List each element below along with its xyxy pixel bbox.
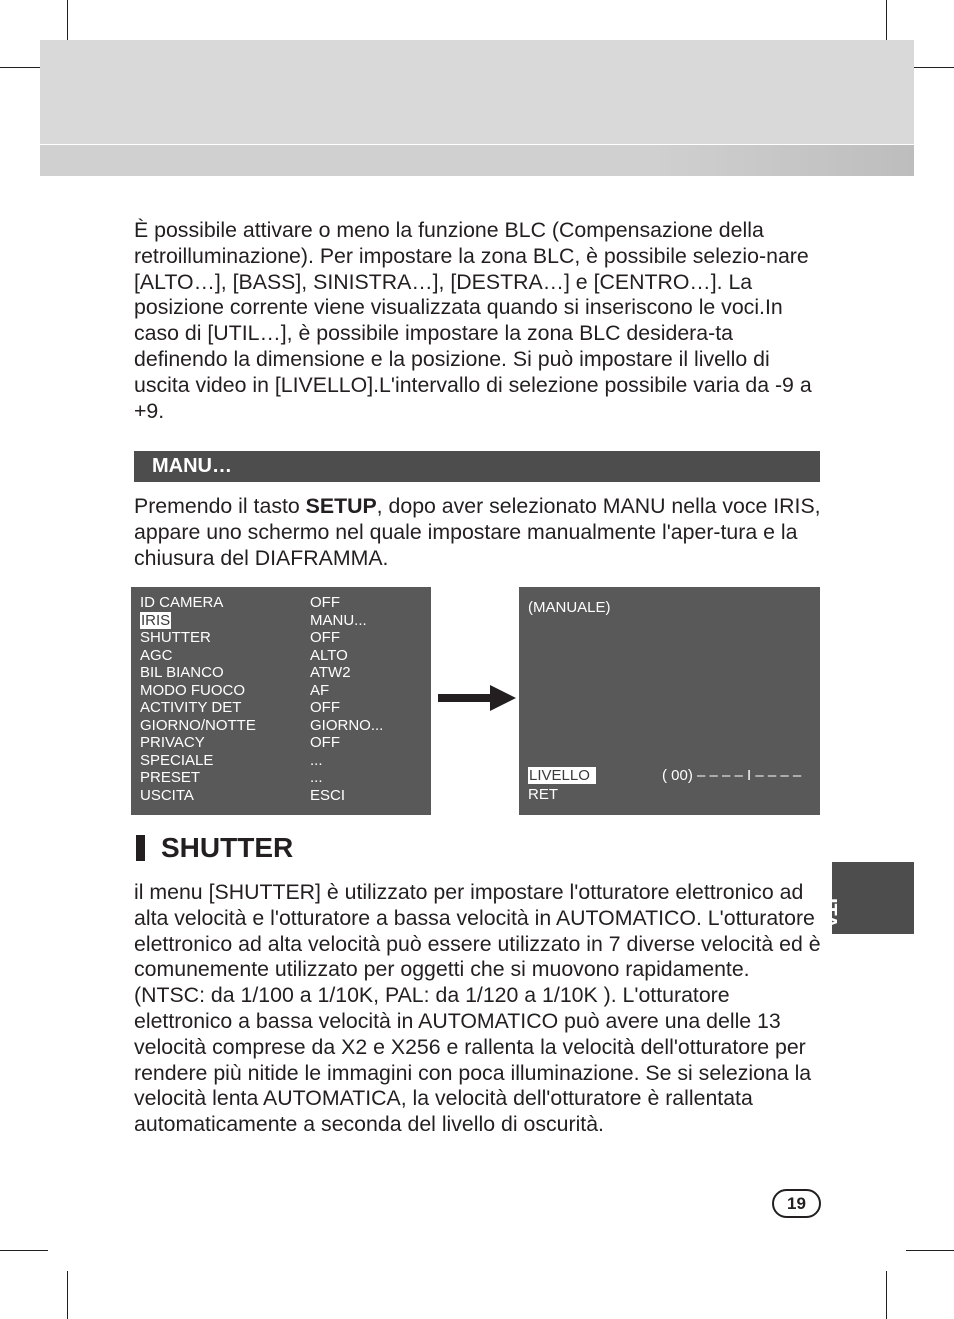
menu-value-uscita: ESCI xyxy=(310,786,346,804)
manu-text-after: , dopo aver selezionato MANU nella voce IRIS, appare uno schermo nel quale impostare manualmente l'aper-tura e la chiusura del DIAFRAMMA. xyxy=(134,494,821,570)
menu-label-shutter: SHUTTER xyxy=(140,629,211,646)
arrow-right-icon xyxy=(438,685,516,711)
menu-label-giorno-notte: GIORNO/NOTTE xyxy=(140,716,256,734)
menu-label-uscita: USCITA xyxy=(140,786,194,804)
language-tab-label: ITA xyxy=(818,898,840,929)
menu-row-iris xyxy=(140,612,171,630)
setup-key: SETUP xyxy=(305,494,377,518)
shutter-heading: SHUTTER xyxy=(161,832,294,863)
menu-value-iris: MANU... xyxy=(310,611,367,629)
menu-value-agc: ALTO xyxy=(310,646,348,664)
menu-value-bil-bianco: ATW2 xyxy=(310,664,351,681)
menu-value-modo-fuoco: AF xyxy=(310,681,330,699)
livello-label: LIVELLO xyxy=(528,767,596,784)
crop-mark xyxy=(886,1271,887,1319)
camera-menu-screen xyxy=(131,587,431,815)
header-strip xyxy=(40,145,914,176)
crop-mark xyxy=(67,1271,68,1319)
intro-paragraph: È possibile attivare o meno la funzione BLC (Compensazione della retroilluminazione). Per impostare la zona BLC, è possibile selezio-nare [ALTO…], [BASS], SINISTRA…], [DESTRA…] e [CENTRO…]. La posizione corrente viene visualizzata quando si inseriscono le voci.In caso di [UTIL…], è possibile impostare la zona BLC desidera-ta definendo la dimensione e la posizione. Si può impostare il livello di uscita video in [LIVELLO].L'intervallo di selezione possibile varia da -9 a +9. xyxy=(134,218,812,423)
manu-heading-bar xyxy=(134,451,820,482)
menu-label-modo-fuoco: MODO FUOCO xyxy=(140,681,245,699)
menu-label-privacy: PRIVACY xyxy=(140,734,205,751)
shutter-heading-row xyxy=(136,830,293,866)
livello-value: ( 00) – – – – I – – – – xyxy=(662,767,802,784)
menu-label-agc: AGC xyxy=(140,646,173,664)
menu-value-id-camera: OFF xyxy=(310,594,340,611)
page-number: 19 xyxy=(772,1189,821,1218)
menu-value-privacy: OFF xyxy=(310,734,340,751)
section-marker-icon xyxy=(136,835,145,861)
menu-value-activity-det: OFF xyxy=(310,699,340,716)
menu-label-speciale: SPECIALE xyxy=(140,751,214,769)
menu-label-id-camera: ID CAMERA xyxy=(140,594,224,611)
crop-mark xyxy=(0,1250,48,1251)
manu-paragraph xyxy=(134,494,824,571)
header-band xyxy=(40,40,914,144)
language-tab xyxy=(818,862,914,934)
menu-value-preset: ... xyxy=(310,769,323,786)
manu-heading: MANU… xyxy=(152,455,232,477)
menu-label-iris: IRIS xyxy=(141,611,171,629)
shutter-paragraph: il menu [SHUTTER] è utilizzato per impostare l'otturatore elettronico ad alta velocità e l'otturatore a bassa velocità in AUTOMATICO. L'otturatore elettronico ad alta velocità può essere utilizzato in 7 diverse velocità ed è comunemente utilizzato per oggetti che si muovono rapidamente. (NTSC: da 1/100 a 1/10K, PAL: da 1/120 a 1/10K ). L'otturatore elettronico a bassa velocità in AUTOMATICO può avere una delle 13 velocità comprese da X2 e X256 e rallenta la velocità dell'otturatore per rendere più nitide le immagini con poca illuminazione. Se si seleziona la velocità lenta AUTOMATICA, la velocità dell'otturatore è rallentata automaticamente a seconda del livello di oscurità. xyxy=(134,880,821,1137)
manu-text-before: Premendo il tasto xyxy=(134,494,306,518)
manual-iris-screen xyxy=(519,587,820,815)
ret-label: RET xyxy=(528,786,558,803)
manual-title: (MANUALE) xyxy=(528,599,611,616)
menu-value-speciale: ... xyxy=(310,751,323,769)
menu-value-shutter: OFF xyxy=(310,629,340,646)
livello-row xyxy=(528,767,596,785)
menu-label-bil-bianco: BIL BIANCO xyxy=(140,664,224,681)
menu-label-preset: PRESET xyxy=(140,769,201,786)
crop-mark xyxy=(906,1250,954,1251)
menu-label-activity-det: ACTIVITY DET xyxy=(140,699,242,716)
menu-value-giorno-notte: GIORNO... xyxy=(310,716,384,734)
